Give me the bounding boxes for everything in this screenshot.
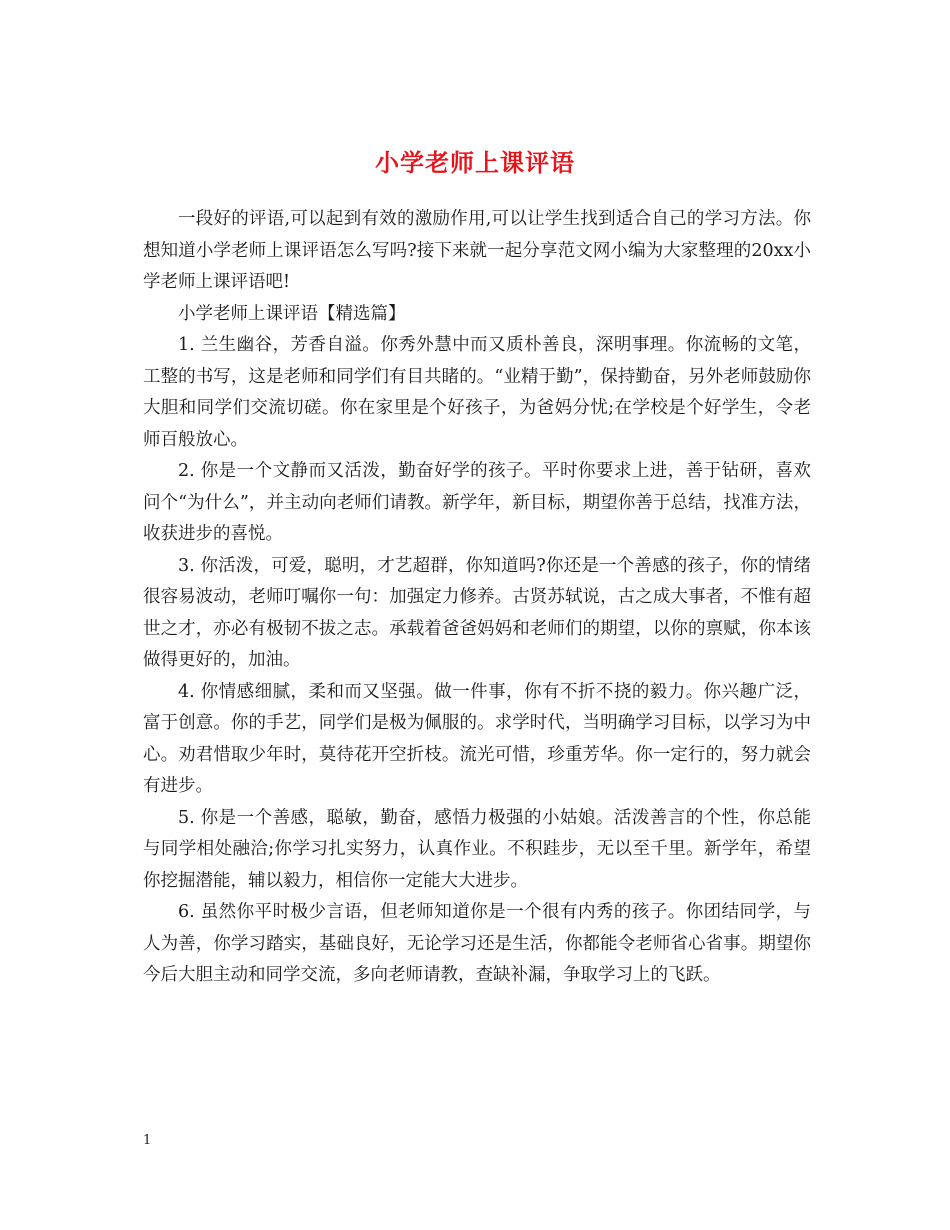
- comment-paragraph-3: 3. 你活泼，可爱，聪明，才艺超群，你知道吗?你还是一个善感的孩子，你的情绪很容易波动，老师叮嘱你一句：加强定力修养。古贤苏轼说，古之成大事者，不惟有超世之才，亦必有极韧不拔之志。承载着爸爸妈妈和老师们的期望，以你的禀赋，你本该做得更好的，加油。: [143, 555, 811, 670]
- comment-paragraph-4: 4. 你情感细腻，柔和而又坚强。做一件事，你有不折不挠的毅力。你兴趣广泛，富于创意。你的手艺，同学们是极为佩服的。求学时代，当明确学习目标，以学习为中心。劝君惜取少年时，莫待花开空折枝。流光可惜，珍重芳华。你一定行的，努力就会有进步。: [143, 681, 811, 796]
- document-body: [143, 204, 811, 992]
- intro-paragraph: 一段好的评语,可以起到有效的激励作用,可以让学生找到适合自己的学习方法。你想知道小学老师上课评语怎么写吗?接下来就一起分享范文网小编为大家整理的20xx小学老师上课评语吧!: [143, 209, 811, 292]
- comment-paragraph-5: 5. 你是一个善感，聪敏，勤奋，感悟力极强的小姑娘。活泼善言的个性，你总能与同学相处融洽;你学习扎实努力，认真作业。不积跬步，无以至千里。新学年，希望你挖掘潜能，辅以毅力，相信你一定能大大进步。: [143, 807, 811, 891]
- section-heading: 小学老师上课评语【精选篇】: [178, 303, 406, 324]
- comment-paragraph-1: 1. 兰生幽谷，芳香自溢。你秀外慧中而又质朴善良，深明事理。你流畅的文笔，工整的书写，这是老师和同学们有目共睹的。“业精于勤”，保持勤奋，另外老师鼓励你大胆和同学们交流切磋。你在家里是个好孩子，为爸妈分忧;在学校是个好学生，令老师百般放心。: [143, 335, 811, 450]
- comment-paragraph-2: 2. 你是一个文静而又活泼，勤奋好学的孩子。平时你要求上进，善于钻研，喜欢问个“为什么”，并主动向老师们请教。新学年，新目标，期望你善于总结，找准方法，收获进步的喜悦。: [143, 461, 811, 544]
- comment-paragraph-6: 6. 虽然你平时极少言语，但老师知道你是一个很有内秀的孩子。你团结同学，与人为善，你学习踏实，基础良好，无论学习还是生活，你都能令老师省心省事。期望你今后大胆主动和同学交流，多向老师请教，查缺补漏，争取学习上的飞跃。: [143, 902, 811, 985]
- page-number: 1: [143, 1133, 152, 1148]
- document-title: 小学老师上课评语: [375, 148, 575, 178]
